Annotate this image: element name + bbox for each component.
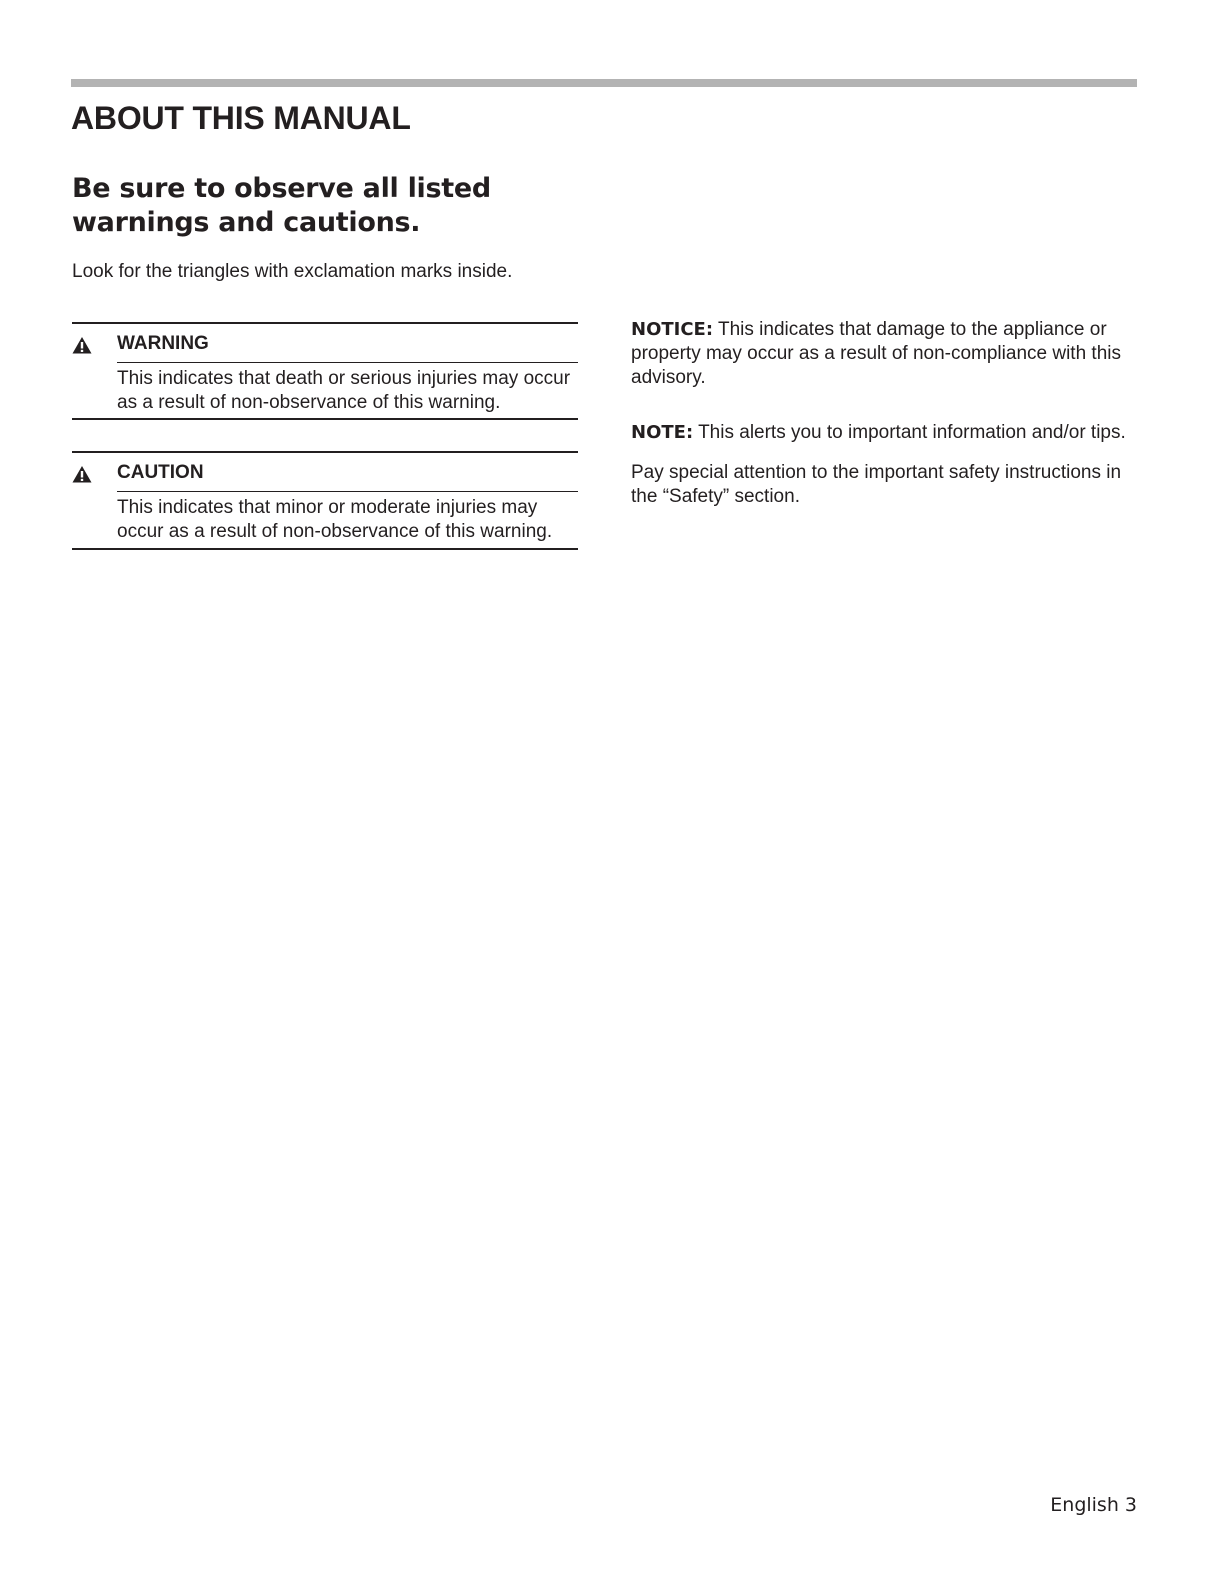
note-paragraph: [631, 421, 1137, 445]
intro-text: Look for the triangles with exclamation marks inside.: [72, 261, 513, 282]
note-text: This alerts you to important information and/or tips.: [693, 422, 1126, 443]
notice-text: This indicates that damage to the appliance or property may occur as a result of non-compliance with this advisory.: [631, 319, 1121, 388]
page-footer: English 3: [1050, 1494, 1137, 1516]
caution-text: This indicates that minor or moderate injuries may occur as a result of non-observance of this warning.: [117, 497, 553, 542]
caution-header: [117, 453, 578, 492]
warning-text: This indicates that death or serious injuries may occur as a result of non-observance of this warning.: [117, 368, 571, 413]
caution-label: CAUTION: [117, 462, 204, 483]
notice-label: NOTICE:: [631, 319, 714, 340]
notes-column: [631, 318, 1137, 509]
safety-reminder: Pay special attention to the important safety instructions in the “Safety” section.: [631, 462, 1122, 507]
note-label: NOTE:: [631, 422, 694, 443]
warning-triangle-icon: [72, 336, 92, 354]
section-subtitle: Be sure to observe all listed warnings and cautions.: [72, 173, 491, 238]
warning-header: [117, 324, 578, 363]
caution-box: [72, 451, 578, 550]
warning-triangle-icon: [72, 465, 92, 483]
notice-paragraph: [631, 318, 1137, 390]
warning-box: [72, 322, 578, 420]
page-title: ABOUT THIS MANUAL: [71, 100, 411, 136]
warning-label: WARNING: [117, 333, 209, 354]
top-rule: [71, 79, 1137, 87]
